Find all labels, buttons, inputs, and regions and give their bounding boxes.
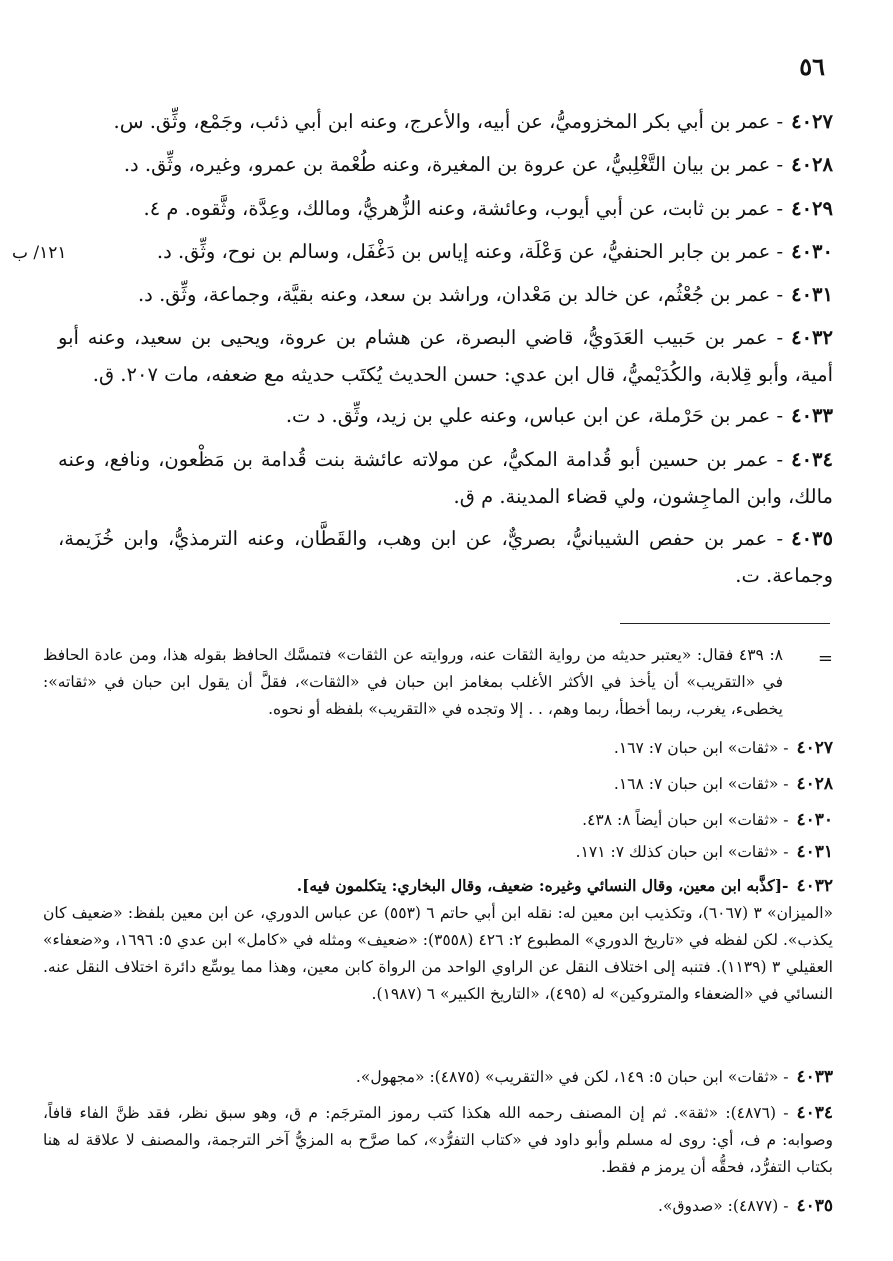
entry-text: - عمر بن أبي بكر المخزوميُّ، عن أبيه، والأعرج، وعنه ابن أبي ذئب، وجَمْع، وثِّق. س. <box>113 110 784 133</box>
entry-4027 <box>58 103 833 140</box>
footnote-text: - «ثقات» ابن حبان ٧: ١٦٨. <box>613 775 789 793</box>
footnote-4035 <box>43 1193 833 1220</box>
entry-number: ٤٠٢٩ <box>791 197 833 220</box>
footnote-number: ٤٠٣٤ <box>796 1103 833 1123</box>
entry-number: ٤٠٢٧ <box>791 110 833 133</box>
footnote-divider <box>620 623 830 624</box>
footnote-4030 <box>43 807 833 834</box>
manuscript-folio-note: ١٢١/ ب <box>12 243 67 263</box>
entry-number: ٤٠٣٥ <box>791 527 833 550</box>
footnote-number: ٤٠٣١ <box>796 842 833 862</box>
entry-4033 <box>58 397 833 434</box>
entry-4031 <box>58 276 833 313</box>
entry-number: ٤٠٣٣ <box>791 404 833 427</box>
entry-4029 <box>58 190 833 227</box>
entry-text: - عمر بن حَرْملة، عن ابن عباس، وعنه علي بن زيد، وثِّق. د ت. <box>285 404 784 427</box>
page-number: ٥٦ <box>799 52 825 81</box>
footnote-text: - (٤٨٧٦): «ثقة». ثم إن المصنف رحمه الله هكذا كتب رموز المترجَم: م ق، وهو سبق نظر، فقد ظنَّ الفاء قافاً، وصوابه: م ف، أي: روى له مسلم وأبو داود في «كتاب التفرُّد»، كما صرَّح به المزيُّ آخر الترجمة، والمصنف لا علاقة له هنا بكتاب التفرُّد، فحقُّه أن يرمز م فقط. <box>43 1104 833 1176</box>
footnote-4027 <box>43 735 833 762</box>
footnote-text: - (٤٨٧٧): «صدوق». <box>658 1197 789 1215</box>
footnote-number: ٤٠٢٨ <box>796 774 833 794</box>
footnote-text: «الميزان» ٣ (٦٠٦٧)، وتكذيب ابن معين له: نقله ابن أبي حاتم ٦ (٥٥٣) عن عباس الدوري، عن ابن معين بلفظ: «ضعيف كان يكذب». لكن لفظه في «تاريخ الدوري» المطبوع ٢: ٤٢٦ (٣٥٥٨): «ضعيف» ومثله في «كامل» ابن عدي ٥: ١٦٩٦، و«ضعفاء» العقيلي ٣ (١١٣٩). فتنبه إلى اختلاف النقل عن الراوي الواحد من الرواة كابن معين، وهذا مما يوسِّع دائرة اختلاف النقل عنه. النسائي في «الضعفاء والمتروكين» له (٤٩٥)، «التاريخ الكبير» ٦ (١٩٨٧). <box>43 904 833 1003</box>
footnote-text: - «ثقات» ابن حبان ٥: ١٤٩، لكن في «التقريب» (٤٨٧٥): «مجهول». <box>355 1068 789 1086</box>
entry-4035 <box>58 520 833 594</box>
footnote-4032 <box>43 872 833 1008</box>
continuation-mark: = <box>817 648 833 669</box>
footnote-4031 <box>43 839 833 866</box>
entry-4028 <box>58 146 833 183</box>
footnote-number: ٤٠٣٠ <box>796 810 833 830</box>
entry-number: ٤٠٢٨ <box>791 153 833 176</box>
entry-text: - عمر بن بيان التَّغْلِبيُّ، عن عروة بن المغيرة، وعنه طُعْمة بن عمرو، وغيره، وثِّق. د. <box>123 153 784 176</box>
entry-text: - عمر بن حَبيب العَدَويُّ، قاضي البصرة، عن هشام بن عروة، ويحيى بن سعيد، وعنه أبو أمية، وأبو قِلابة، والكُدَيْميُّ، قال ابن عدي: حسن الحديث يُكتَب حديثه مع ضعفه، مات ٢٠٧. ق. <box>58 326 833 386</box>
entry-4030 <box>58 233 833 270</box>
footnote-text: - «ثقات» ابن حبان ٧: ١٦٧. <box>613 739 789 757</box>
entry-4032 <box>58 319 833 393</box>
entry-number: ٤٠٣١ <box>791 283 833 306</box>
footnote-4033 <box>43 1064 833 1091</box>
footnote-text: - «ثقات» ابن حبان أيضاً ٨: ٤٣٨. <box>582 811 789 829</box>
footnote-continuation: ٨: ٤٣٩ فقال: «يعتبر حديثه من رواية الثقات عنه، وروايته عن الثقات» فتمسَّك الحافظ بقوله هذا، ومن عادة الحافظ في «التقريب» أن يأخذ في الأكثر الأغلب بمغامز ابن حبان في «الثقات»، فقلَّ أن يقول ابن حبان في «ثقاته»: يخطىء، يغرب، ربما أخطأ، ربما وهم، . . إلا وتجده في «التقريب» بلفظه أو نحوه. <box>43 646 783 718</box>
entry-text: - عمر بن جُعْثُم، عن خالد بن مَعْدان، وراشد بن سعد، وعنه بقيَّة، وجماعة، وثِّق. د. <box>137 283 784 306</box>
entry-number: ٤٠٣٤ <box>791 448 833 471</box>
footnote-text: - «ثقات» ابن حبان كذلك ٧: ١٧١. <box>575 843 789 861</box>
footnote-number: ٤٠٣٢ <box>796 876 833 896</box>
footnote-number: ٤٠٣٣ <box>796 1067 833 1087</box>
entry-text: - عمر بن ثابت، عن أبي أيوب، وعائشة، وعنه الزُّهريُّ، ومالك، وعِدَّة، وثَّقوه. م ٤. <box>143 197 784 220</box>
footnote-number: ٤٠٣٥ <box>796 1196 833 1216</box>
footnote-heading: -[كذَّبه ابن معين، وقال النسائي وغيره: ضعيف، وقال البخاري: يتكلمون فيه]. <box>296 876 789 895</box>
entry-text: - عمر بن جابر الحنفيُّ، عن وَعْلَة، وعنه إياس بن دَغْفَل، وسالم بن نوح، وثِّق. د. <box>156 240 784 263</box>
entry-4034 <box>58 441 833 515</box>
footnote-4034 <box>43 1100 833 1181</box>
footnote-number: ٤٠٢٧ <box>796 738 833 758</box>
entry-text: - عمر بن حفص الشيبانيُّ، بصريٌّ، عن ابن وهب، والقَطَّان، وعنه الترمذيُّ، وابن خُزَيمة، وجماعة. ت. <box>58 527 833 587</box>
entry-text: - عمر بن حسين أبو قُدامة المكيُّ، عن مولاته عائشة بنت قُدامة بن مَظْعون، ونافع، وعنه مالك، وابن الماجِشون، ولي قضاء المدينة. م ق. <box>58 448 833 508</box>
entry-number: ٤٠٣٢ <box>791 326 833 349</box>
footnote-4028 <box>43 771 833 798</box>
entry-number: ٤٠٣٠ <box>791 240 833 263</box>
